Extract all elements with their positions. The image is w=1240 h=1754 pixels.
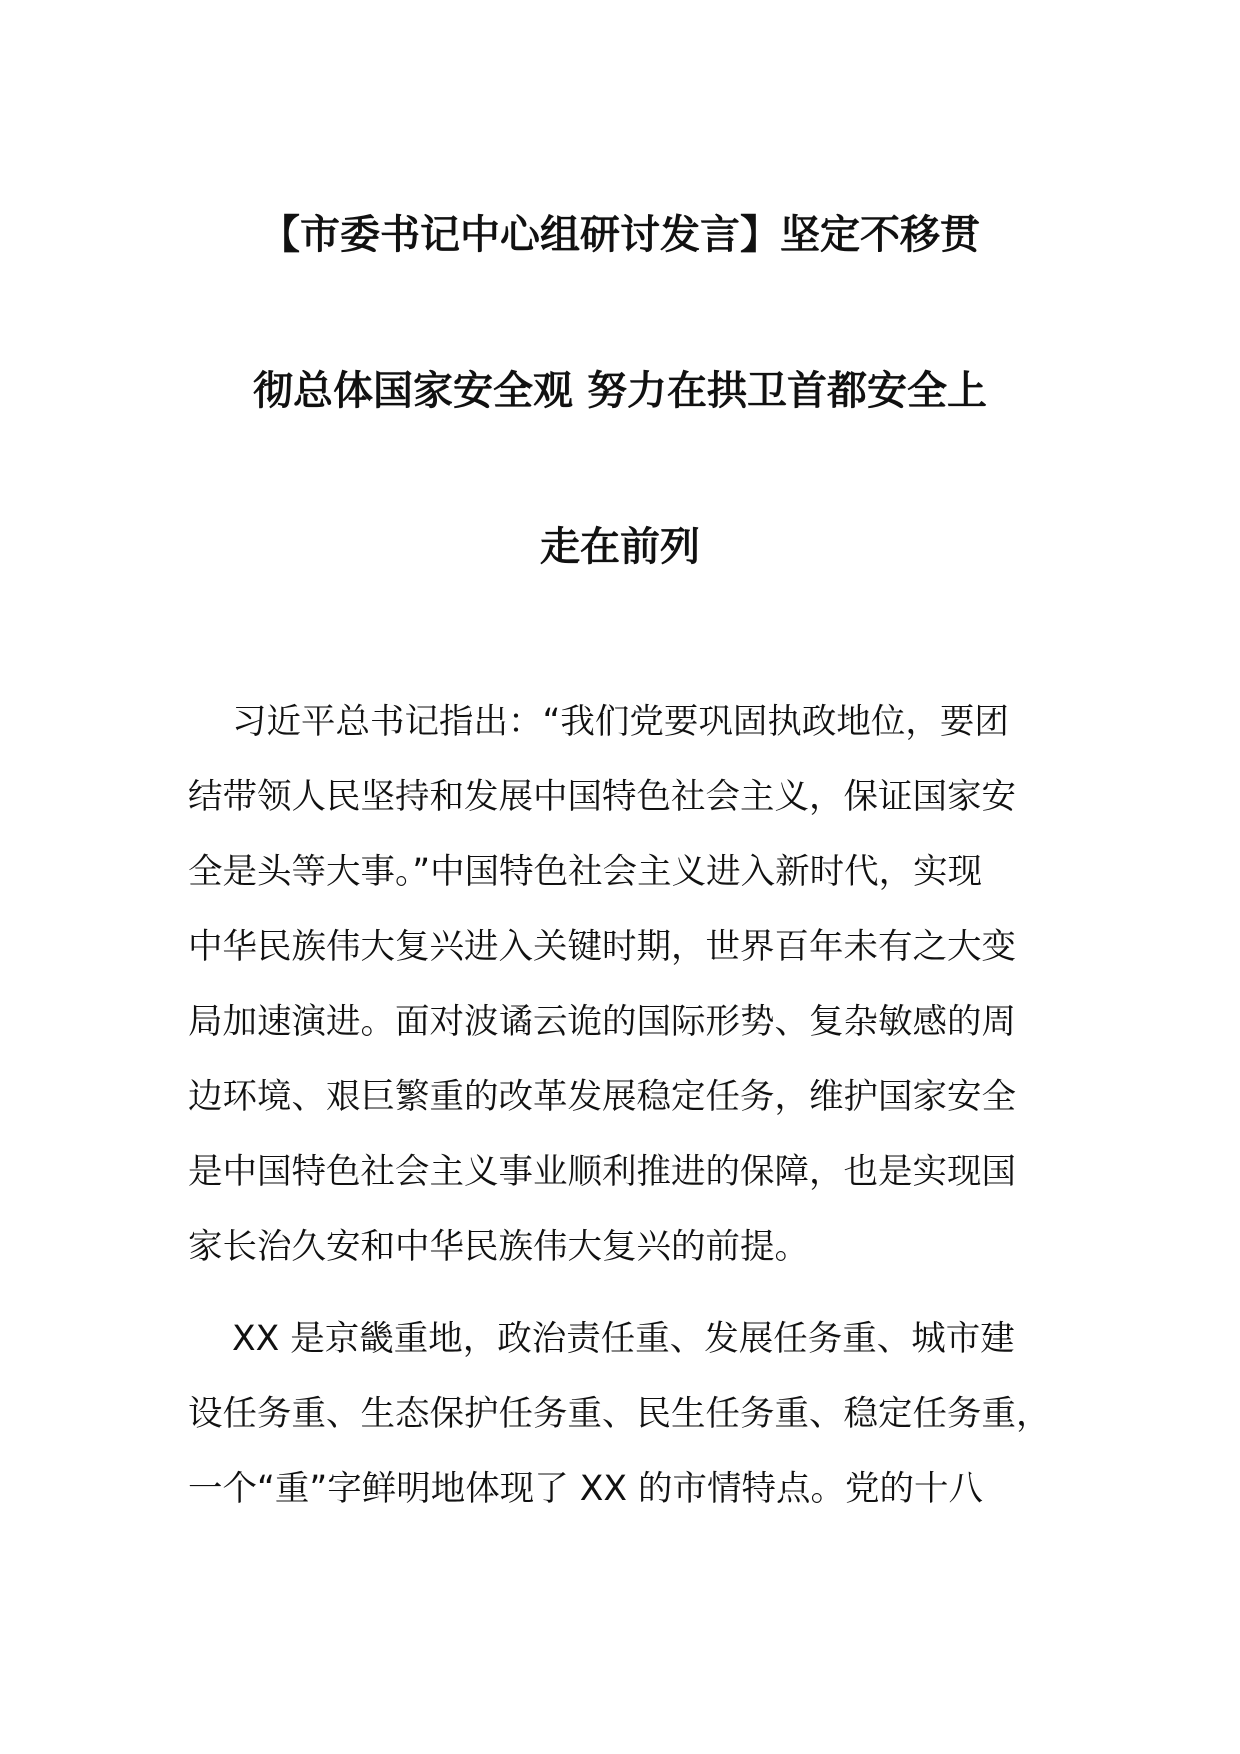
paragraph-1-line-8: 家长治久安和中华民族伟大复兴的前提。 <box>188 1227 809 1267</box>
paragraph-1-line-3: 全是头等大事。”中国特色社会主义进入新时代，实现 <box>188 852 983 892</box>
document-title-line-2: 彻总体国家安全观 努力在拱卫首都安全上 <box>253 368 987 414</box>
paragraph-1-line-7: 是中国特色社会主义事业顺利推进的保障，也是实现国 <box>188 1152 1016 1192</box>
document-title-line-3: 走在前列 <box>540 524 700 570</box>
paragraph-2-line-1: XX 是京畿重地，政治责任重、发展任务重、城市建 <box>232 1319 1015 1359</box>
paragraph-1-line-6: 边环境、艰巨繁重的改革发展稳定任务，维护国家安全 <box>188 1077 1016 1117</box>
paragraph-1-line-4: 中华民族伟大复兴进入关键时期，世界百年未有之大变 <box>188 927 1016 967</box>
paragraph-2-line-2: 设任务重、生态保护任务重、民生任务重、稳定任务重， <box>188 1394 1051 1434</box>
paragraph-1-line-2: 结带领人民坚持和发展中国特色社会主义，保证国家安 <box>188 777 1016 817</box>
paragraph-1-line-1: 习近平总书记指出：“我们党要巩固执政地位，要团 <box>232 702 1009 742</box>
document-title-line-1: 【市委书记中心组研讨发言】坚定不移贯 <box>260 212 980 258</box>
paragraph-2-line-3: 一个“重”字鲜明地体现了 XX 的市情特点。党的十八 <box>188 1469 983 1509</box>
paragraph-1-line-5: 局加速演进。面对波谲云诡的国际形势、复杂敏感的周 <box>188 1002 1016 1042</box>
